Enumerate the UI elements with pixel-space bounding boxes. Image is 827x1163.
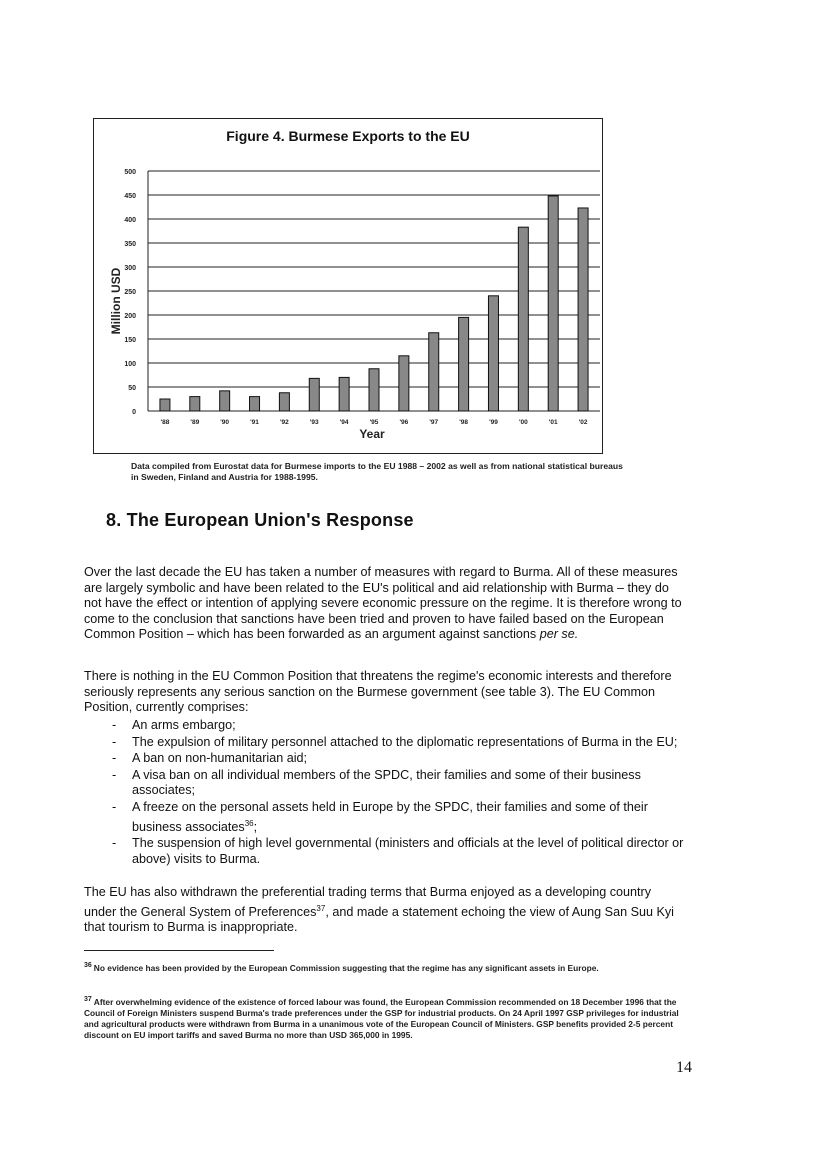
y-tick-label: 300 [124, 265, 136, 272]
bar [220, 391, 230, 411]
list-item-text: The suspension of high level governmental (ministers and officials at the level of political director or above) visits to Burma. [132, 836, 684, 866]
bar [459, 317, 469, 411]
footnote-mark: 36 [84, 962, 92, 969]
x-tick-label: '00 [518, 419, 528, 426]
figure-caption: Data compiled from Eurostat data for Burmese imports to the EU 1988 – 2002 as well as from national statistical bureaus in Sweden, Finland and Austria for 1988-1995. [131, 461, 623, 482]
y-tick-label: 100 [124, 361, 136, 368]
footnote-text: No evidence has been provided by the European Commission suggesting that the regime has any significant assets in Europe. [93, 962, 599, 973]
paragraph-intro-italic: per se. [539, 627, 579, 642]
bullet-dash: - [112, 734, 117, 749]
list-item-text: An arms embargo; [132, 718, 236, 732]
bar [160, 399, 170, 411]
footnote-ref-36[interactable]: 36 [244, 818, 254, 828]
x-tick-label: '97 [429, 419, 439, 426]
bar-chart [94, 119, 601, 452]
paragraph-intro [84, 565, 684, 643]
page-number: 14 [676, 1059, 692, 1076]
section-number: 8. [106, 510, 122, 530]
bullet-dash: - [112, 799, 117, 814]
x-tick-label: '94 [339, 419, 349, 426]
bar [518, 227, 528, 411]
x-axis-label: Year [359, 427, 385, 441]
list-item [112, 836, 692, 867]
list-item [112, 718, 692, 734]
list-item [112, 735, 692, 751]
x-tick-label: '89 [190, 419, 200, 426]
bar [578, 208, 588, 411]
footnote-36 [84, 960, 689, 974]
paragraph-gsp-text: The EU has also withdrawn the preferential trading terms that Burma enjoyed as a developing country under the General System of Preferences [84, 885, 652, 919]
x-tick-label: '98 [459, 419, 468, 426]
bar [488, 296, 498, 411]
bar [339, 377, 349, 411]
list-item-text: The expulsion of military personnel attached to the diplomatic representations of Burma in the EU; [132, 734, 678, 749]
x-tick-label: '88 [160, 419, 170, 426]
list-item [112, 768, 692, 799]
section-title: The European Union's Response [126, 510, 414, 530]
footnote-37 [84, 994, 689, 1041]
y-tick-label: 200 [124, 313, 136, 320]
bullet-dash: - [112, 767, 117, 782]
footnote-divider [84, 950, 274, 951]
x-tick-label: '96 [399, 419, 409, 426]
section-heading [106, 510, 414, 531]
bar [429, 333, 439, 411]
paragraph-gsp [84, 885, 684, 936]
bullet-dash: - [112, 718, 117, 732]
x-tick-label: '92 [280, 419, 289, 426]
list-item-text: A visa ban on all individual members of the SPDC, their families and some of their business associates; [132, 767, 641, 798]
footnote-text: After overwhelming evidence of the existence of forced labour was found, the European Commission recommended on 18 December 1996 that the Council of Foreign Ministers suspend Burma's trade preferences under the GSP for industrial products. On 24 April 1997 GSP privileges for industrial and agricultural products were withdrawn from Burma in a unanimous vote of the European Council of Ministers. GSP benefits provided 2-5 percent discount on EU import tariffs and saved Burma no more than USD 365,000 in 1995. [84, 996, 679, 1040]
bullet-dash: - [112, 836, 117, 851]
y-tick-label: 0 [132, 409, 136, 416]
y-axis-label: Million USD [109, 267, 123, 335]
bar [548, 196, 558, 411]
x-tick-label: '93 [309, 419, 319, 426]
list-item [112, 751, 692, 767]
y-tick-label: 150 [124, 337, 136, 344]
list-item-text: A ban on non-humanitarian aid; [132, 751, 308, 766]
y-tick-label: 400 [124, 217, 136, 224]
x-tick-label: '01 [548, 419, 558, 426]
list-item-text: A freeze on the personal assets held in Europe by the SPDC, their families and some of their business associates [132, 799, 648, 834]
y-tick-label: 50 [128, 385, 136, 392]
x-tick-label: '91 [250, 419, 259, 426]
paragraph-intro-text: Over the last decade the EU has taken a number of measures with regard to Burma. All of these measures are largely symbolic and have been related to the EU's political and aid relationship with Burma – they do not have the effect or intention of applying severe economic pressure on the regime. It is therefore wrong to come to the conclusion that sanctions have been tried and proven to have failed based on the European Common Position – which has been forwarded as an argument against sanctions [84, 565, 682, 642]
bar [190, 397, 200, 411]
paragraph-common-position: There is nothing in the EU Common Position that threatens the regime's economic interests and therefore seriously represents any serious sanction on the Burmese government (see table 3). The EU Common Position, currently comprises: [84, 669, 672, 715]
footnote-mark: 37 [84, 996, 92, 1003]
bar [369, 369, 379, 411]
figure-4-box [93, 118, 603, 454]
figure-title: Figure 4. Burmese Exports to the EU [226, 128, 470, 144]
x-tick-label: '95 [369, 419, 379, 426]
bar [250, 397, 260, 411]
bar [399, 356, 409, 411]
list-item [112, 800, 692, 835]
common-position-list [112, 718, 692, 869]
paragraph-gsp-text-end: , and made a statement echoing the view of Aung San Suu Kyi that tourism to Burma is inappropriate. [84, 904, 674, 935]
y-tick-label: 450 [124, 193, 136, 200]
y-tick-label: 500 [124, 169, 136, 176]
x-tick-label: '90 [220, 419, 230, 426]
footnote-ref-37[interactable]: 37 [316, 903, 326, 913]
x-tick-label: '99 [489, 419, 498, 426]
bar [309, 378, 319, 411]
x-tick-label: '02 [578, 419, 588, 426]
bullet-dash: - [112, 751, 117, 766]
y-tick-label: 350 [124, 241, 136, 248]
bar [279, 393, 289, 411]
list-item-tail: ; [253, 819, 258, 834]
y-tick-label: 250 [124, 289, 136, 296]
